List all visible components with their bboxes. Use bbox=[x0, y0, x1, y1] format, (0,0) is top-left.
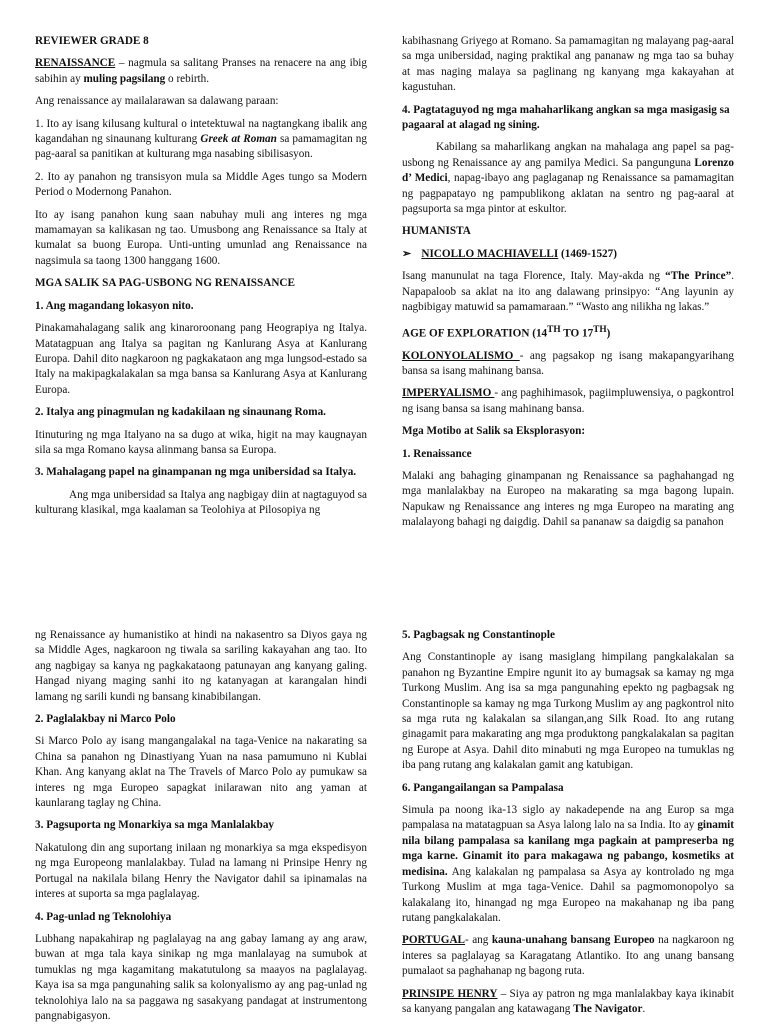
age-text-a: AGE OF EXPLORATION (14 bbox=[402, 327, 548, 340]
machiavelli-text-b: . Napapaloob sa aklat na ito ang dalawang prinsipyo: “Ang layunin ay nagbibigay matuwid sa pamamaraan.” “Wasto ang nilikha ng lakas.” bbox=[402, 270, 734, 314]
age-text-c: ) bbox=[606, 327, 611, 340]
humanista-heading: HUMANISTA bbox=[402, 225, 471, 238]
salik-4-heading: 4. Pagtataguyod ng mga mahaharlikang angkan sa mga masigasig sa pagaaral at alagad ng sining. bbox=[402, 103, 730, 132]
the-prince-title: “The Prince” bbox=[665, 270, 732, 283]
henry-definition bbox=[402, 987, 734, 1018]
age-of-exploration-heading bbox=[402, 323, 734, 342]
portugal-text-a: - ang bbox=[465, 934, 492, 947]
period-paragraph: Ito ay isang panahon kung saan nabuhay muli ang interes ng mga mamamayan sa kalikasan ng tao. Umusbong ang Renaissance sa Italy at kumalat sa buong Europa. Unti-unting umunlad ang Renaissance na nagsimula sa taong 1300 hanggang 1600. bbox=[35, 208, 367, 267]
salik-2-heading: 2. Italya ang pinagmulan ng kadakilaan ng sinaunang Roma. bbox=[35, 406, 326, 419]
machiavelli-name: NICOLLO MACHIAVELLI bbox=[421, 247, 559, 260]
way-2-paragraph: 2. Ito ay panahon ng transisyon mula sa Middle Ages tungo sa Modern Period o Modernong Panahon. bbox=[35, 170, 367, 199]
salik-4-body bbox=[402, 140, 734, 217]
portugal-definition bbox=[402, 933, 734, 979]
machiavelli-text-a: Isang manunulat na taga Florence, Italy. May-akda ng bbox=[402, 270, 666, 283]
motibo-6-bold: ginamit nila bilang pampalasa sa kanilang mga pagkain at pampreserba ng mga karne. Ginamit ito para makagawa ng pabango, kosmetiks at medisina. bbox=[402, 819, 734, 878]
kolonyalismo-term: KOLONYOLALISMO bbox=[402, 349, 520, 362]
salik-3-heading: 3. Mahalagang papel na ginampanan ng mga unibersidad sa Italya. bbox=[35, 466, 357, 479]
way-1-paragraph bbox=[35, 117, 367, 163]
arrow-bullet-icon: ➢ bbox=[402, 247, 412, 260]
portugal-bold: kauna-unahang bansang Europeo bbox=[491, 934, 655, 947]
henry-text-b: . bbox=[642, 1002, 646, 1015]
machiavelli-title bbox=[421, 247, 617, 262]
salik-1-body: Pinakamahalagang salik ang kinaroroonang pang Heograpiya ng Italya. Matatagpuan ang Italya sa pagitan ng Kanlurang Asya at Kanlurang Europa. Dahil dito nagkaroon ng pagkakataon ang mga lungsod-estado sa Italy na makipagkalakalan sa mga bansa sa Kanlurang Asya at Kanlurang Europa. bbox=[35, 322, 367, 396]
motibo-4-body: Lubhang napakahirap ng paglalayag na ang gabay lamang ay ang araw, buwan at mga tala kaya sinikap ng mga manlalayag na sumubok at tumuklas ng mga kagamitang makatutulong sa maayos na paglalayag. Kaya isa sa mga pangunahing salik sa kolonyalismo ay ang pag-unlad ng teknolohiya lalo na sa paggawa ng sasakyang pandagat at instrumentong pangnabigasyon. bbox=[35, 932, 367, 1022]
way-1-emphasis: Greek at Roman bbox=[200, 133, 277, 146]
motibo-3-body: Nakatulong din ang suportang inilaan ng monarkiya sa mga ekspedisyon ng mga Europeong manlalakbay. Tulad na lamang ni Prinsipe Henry ng Portugal na nakilala bilang Henry the Navigator dahil sa ipinamalas na interes at suporta sa mga paglalayag. bbox=[35, 841, 367, 901]
age-sup-2: TH bbox=[593, 324, 607, 335]
motibo-6-body bbox=[402, 803, 734, 926]
imperyalismo-term: IMPERYALISMO bbox=[402, 387, 495, 400]
motibo-1-continuation: ng Renaissance ay humanistiko at hindi na nakasentro sa Diyos gaya ng sa Middle Ages, nagkaroon ng tiwala sa sariling kakayahan ang tao. Ito ang nagbigay sa kanya ng pagkakataong patunayan ang kanyang galing. Hangad niyang maging sanhi ito ng katanyagan at karangalan hindi lamang ng sarili kundi ng bansang kinabibilangan. bbox=[35, 629, 367, 703]
renaissance-definition bbox=[35, 56, 367, 87]
machiavelli-body bbox=[402, 269, 734, 315]
way-1-text-b: sa pamamagitan ng pag-aaral sa panitikan at kulturang mga nasabing sibilisasyon. bbox=[35, 133, 367, 161]
portugal-term: PORTUGAL bbox=[402, 934, 466, 947]
renaissance-def-text-2: o rebirth. bbox=[165, 72, 210, 85]
intro-paragraph: Ang renaissance ay mailalarawan sa dalawang paraan: bbox=[35, 95, 279, 108]
top-left-column bbox=[35, 34, 367, 526]
document-title: REVIEWER GRADE 8 bbox=[35, 35, 149, 47]
renaissance-def-bold: muling pagsilang bbox=[83, 72, 166, 85]
motibo-1-body: Malaki ang bahaging ginampanan ng Renaissance sa paghahangad ng mga manlalakbay na Europeo na makarating sa mga bagong lupain. Napukaw ng Renaissance ang interes ng mga Europeo na marating ang malalayong bahagi ng daigdig. Dahil sa pananaw sa daigdig sa panahon bbox=[402, 470, 734, 529]
salik-4-text-a: Kabilang sa maharlikang angkan na mahalaga ang papel sa pag-usbong ng Renaissance ay ang pamilya Medici. Sa pangunguna bbox=[402, 141, 734, 169]
kolonyalismo-definition bbox=[402, 349, 734, 380]
salik-2-body: Itinuturing ng mga Italyano na sa dugo at wika, higit na may kaugnayan sila sa mga Romano kaysa alinmang bansa sa Europa. bbox=[35, 428, 367, 456]
age-sup-1: TH bbox=[547, 324, 561, 335]
motibo-5-heading: 5. Pagbagsak ng Constantinople bbox=[402, 629, 555, 641]
motibo-1-heading: 1. Renaissance bbox=[402, 447, 472, 460]
henry-text-a: – Siya ay patron ng mga manlalakbay kaya ikinabit sa kanyang pangalan ang katawagang bbox=[402, 987, 734, 1015]
top-right-column bbox=[402, 34, 734, 538]
the-navigator-title: The Navigator bbox=[573, 1002, 643, 1015]
salik-3-continuation: kabihasnang Griyego at Romano. Sa pamamagitan ng malayang pag-aaral sa mga unibersidad, naging praktikal ang pananaw ng mga tao sa buhay at mas naging malaya sa paglinang ng kanyang mga kakayahan at kagustuhan. bbox=[402, 35, 734, 94]
portugal-text-b: na nagkaroon ng interes sa paglalayag sa Karagatang Atlantiko. Ito ang unang bansang pumalaot sa paghahanap ng bagong ruta. bbox=[402, 934, 734, 978]
way-1-text-a: 1. Ito ay isang kilusang kultural o intetektuwal na nagtangkang ibalik ang kagandahan ng sinaunang kulturang bbox=[35, 117, 367, 146]
age-text-b: TO 17 bbox=[560, 327, 594, 340]
motibo-4-heading: 4. Pag-unlad ng Teknolohiya bbox=[35, 910, 172, 923]
kolonyalismo-def: - ang pagsakop ng isang makapangyarihang bansa sa isang mahinang bansa. bbox=[402, 349, 734, 378]
salik-4-text-b: , napag-ibayo ang paglaganap ng Renaissance sa pamamagitan ng pagpapatayo ng pampublikong aklatan na sentro ng pag-aaral at pagsuporta sa mga pintor at eskultor. bbox=[402, 172, 735, 216]
motibo-2-heading: 2. Paglalakbay ni Marco Polo bbox=[35, 713, 176, 726]
motibo-heading: Mga Motibo at Salik sa Eksplorasyon: bbox=[402, 425, 586, 438]
machiavelli-bullet bbox=[402, 247, 734, 262]
motibo-6-text-b: Ang kalakalan ng pampalasa sa Asya ay kontrolado ng mga Turkong Muslim at mga taga-Venice. Dahil sa pagmomonopolyo sa kalakalang ito, hinangad ng mga Europeo na makahanap ng iba pang rutang pangkalakalan. bbox=[402, 865, 734, 924]
imperyalismo-def: - ang paghihimasok, pagiimpluwensiya, o pagkontrol ng isang bansa sa isang mahinang bansa. bbox=[402, 387, 734, 415]
bottom-right-column bbox=[402, 628, 734, 1024]
motibo-6-heading: 6. Pangangailangan sa Pampalasa bbox=[402, 781, 564, 794]
medici-name: Lorenzo d’ Medici bbox=[402, 156, 734, 185]
henry-term: PRINSIPE HENRY bbox=[402, 987, 498, 1000]
salik-heading: MGA SALIK SA PAG-USBONG NG RENAISSANCE bbox=[35, 277, 295, 290]
motibo-3-heading: 3. Pagsuporta ng Monarkiya sa mga Manlalakbay bbox=[35, 819, 275, 832]
motibo-6-text-a: Simula pa noong ika-13 siglo ay nakadepende na ang Europ sa mga pampalasa na matatagpuan sa Asya lalong lalo na sa India. Ito ay bbox=[402, 804, 734, 832]
salik-3-body: Ang mga unibersidad sa Italya ang nagbigay diin at nagtaguyod sa kulturang klasikal, mga kaalaman sa Teolohiya at Pilosopiya ng bbox=[35, 488, 367, 517]
renaissance-def-text-1: – nagmula sa salitang Pranses na renacere na ang ibig sabihin ay bbox=[35, 57, 367, 85]
machiavelli-years: (1469-1527) bbox=[558, 247, 617, 260]
bottom-left-column bbox=[35, 628, 367, 1031]
motibo-5-body: Ang Constantinople ay isang masiglang himpilang pangkalakalan sa panahon ng Byzantine Empire ngunit ito ay bumagsak sa kamay ng mga Turkong Muslim. Ang isa sa mga pangunahing epekto ng pagbagsak ng Constantinople sa kamay ng mga Turkong Muslim ay ang pagkontrol nito sa mga ruta ng kalakalan sa silangan,ang Silk Road. Ito ang rutang ginagamit para makarating ang mga produktong pangkalakalan sa pagitan ng Europe at Asya. Dahil dito minabuti ng mga Europeo na tumuklas ng iba pang rutang ang kalakalan gamit ang katubigan. bbox=[402, 651, 734, 772]
imperyalismo-definition bbox=[402, 386, 734, 417]
salik-1-heading: 1. Ang magandang lokasyon nito. bbox=[35, 299, 194, 312]
motibo-2-body: Si Marco Polo ay isang mangangalakal na taga-Venice na nakarating sa China sa panahon ng Dinastiyang Yuan na nasa pamumuno ni Kublai Khan. Ang kanyang aklat na The Travels of Marco Polo ay pumukaw sa interes ng mga Europeo sapagkat inilarawan nito ang yaman at kaunlarang taglay ng China. bbox=[35, 735, 367, 810]
renaissance-term: RENAISSANCE bbox=[35, 57, 116, 70]
